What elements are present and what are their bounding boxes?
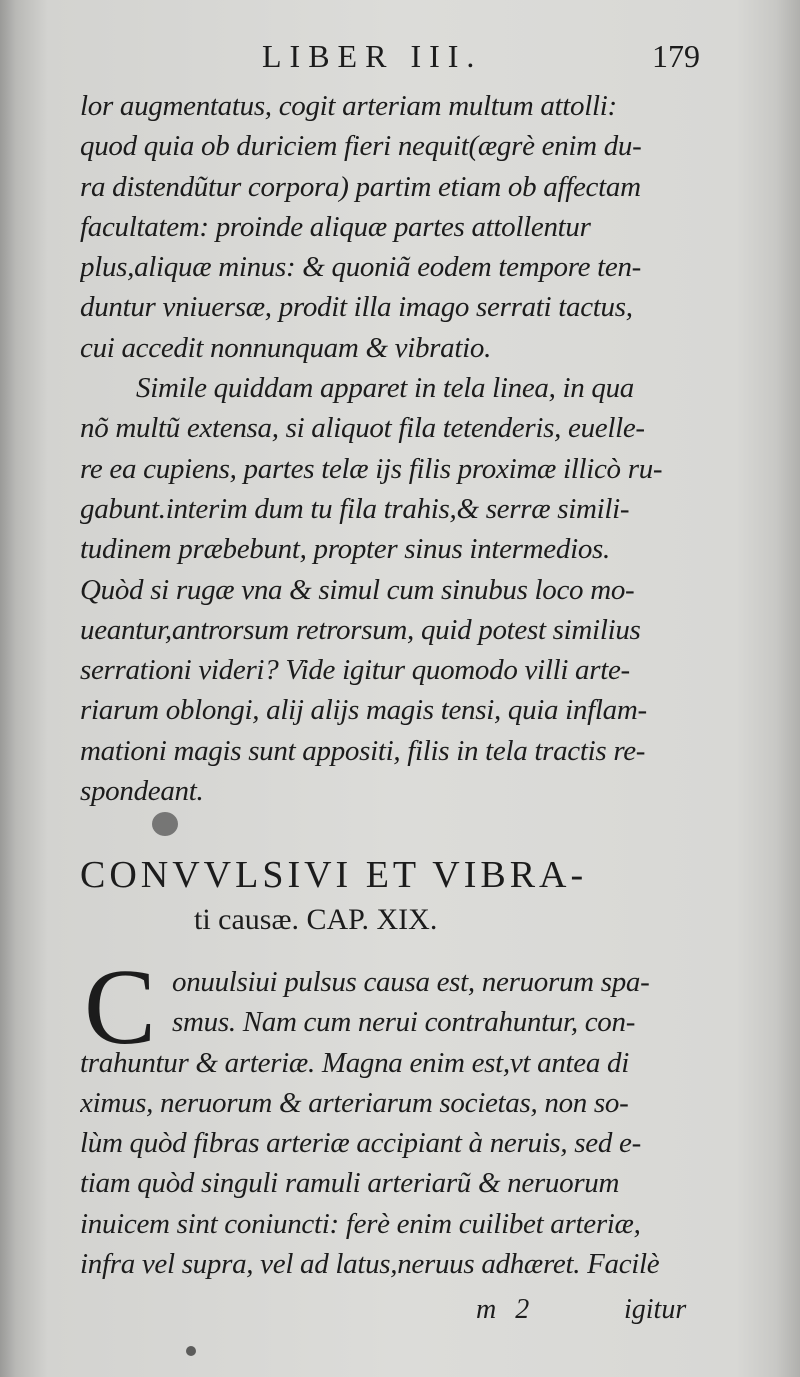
text-line: tiam quòd singuli ramuli arteriarũ & neruorum: [80, 1167, 620, 1200]
text-line: facultatem: proinde aliquæ partes attollentur: [80, 210, 591, 243]
text-line: spondeant.: [80, 775, 204, 808]
chapter-body: [80, 948, 710, 1284]
text-line: inuicem sint coniuncti: ferè enim cuilibet arteriæ,: [80, 1207, 641, 1240]
text-line: duntur vniuersæ, prodit illa imago serrati tactus,: [80, 291, 633, 324]
text-line: lùm quòd fibras arteriæ accipiant à neruis, sed e-: [80, 1127, 641, 1160]
chapter-heading-line-2: ti causæ. CAP. XIX.: [194, 903, 438, 936]
text-line: re ea cupiens, partes telæ ijs filis proximæ illicò ru-: [80, 452, 663, 485]
ink-dot: [186, 1346, 196, 1356]
catchword: igitur: [624, 1294, 687, 1325]
text-line: cui accedit nonnunquam & vibratio.: [80, 331, 492, 364]
running-head: [0, 34, 800, 82]
chapter-heading-line-1: CONVVLSIVI ET VIBRA-: [80, 854, 588, 896]
text-line: trahuntur & arteriæ. Magna enim est,vt antea di: [80, 1046, 629, 1079]
chapter-heading: [80, 852, 710, 942]
text-line: tudinem præbebunt, propter sinus intermedios.: [80, 533, 610, 566]
running-title: LIBER III.: [262, 38, 483, 74]
text-line: Simile quiddam apparet in tela linea, in qua: [136, 372, 635, 405]
text-line: onuulsiui pulsus causa est, neruorum spa-: [172, 966, 650, 998]
page-number: 179: [652, 38, 700, 74]
text-line: mationi magis sunt appositi, filis in tela tractis re-: [80, 734, 646, 767]
text-line: ra distendũtur corpora) partim etiam ob affectam: [80, 170, 641, 203]
text-line: serrationi videri? Vide igitur quomodo villi arte-: [80, 654, 630, 687]
body-text: [80, 86, 710, 811]
text-line: nõ multũ extensa, si aliquot fila tetenderis, euelle-: [80, 412, 645, 445]
text-line: infra vel supra, vel ad latus,neruus adhæret. Facilè: [80, 1248, 660, 1281]
text-line: smus. Nam cum nerui contrahuntur, con-: [172, 1006, 636, 1039]
text-line: ximus, neruorum & arteriarum societas, non so-: [80, 1086, 629, 1119]
text-line: gabunt.interim dum tu fila trahis,& serræ simili-: [80, 492, 630, 525]
text-line: lor augmentatus, cogit arteriam multum attolli:: [80, 90, 617, 122]
text-line: ueantur,antrorsum retrorsum, quid potest similius: [80, 613, 641, 646]
signature-mark: m 2: [476, 1294, 530, 1325]
ink-blot: [152, 812, 178, 836]
text-line: quod quia ob duriciem fieri nequit(ægrè enim du-: [80, 130, 642, 163]
text-line: Quòd si rugæ vna & simul cum sinubus loco mo-: [80, 573, 635, 606]
text-line: plus,aliquæ minus: & quoniã eodem tempore ten-: [80, 251, 642, 284]
footer: [0, 1294, 800, 1334]
text-line: riarum oblongi, alij alijs magis tensi, quia inflam-: [80, 694, 647, 727]
drop-cap: C: [84, 948, 157, 1067]
